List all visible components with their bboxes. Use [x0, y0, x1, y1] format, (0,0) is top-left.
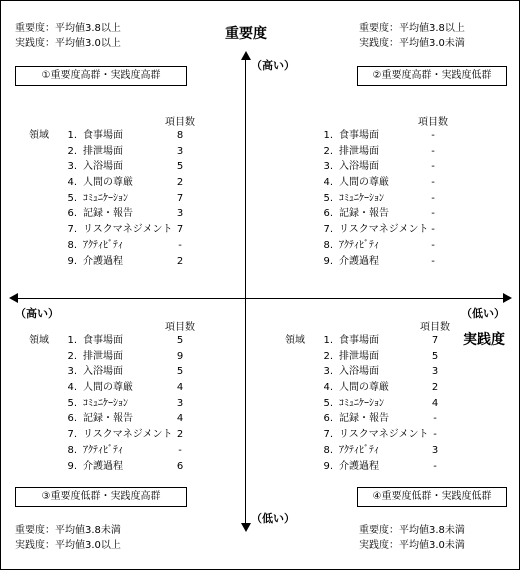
q3-criteria-practice: 実践度：平均値3.0以上: [15, 540, 121, 551]
item-label: 入浴場面: [339, 366, 379, 378]
item-number: 6.: [323, 208, 333, 220]
list-item: [61, 333, 201, 349]
item-number: 6.: [323, 413, 333, 425]
item-label: 記録・報告: [339, 208, 389, 220]
item-count: 5: [176, 335, 184, 346]
item-count: -: [178, 444, 182, 456]
list-item: [317, 222, 457, 238]
list-item: [317, 459, 457, 475]
list-item: [61, 238, 201, 254]
arrow-left-icon: [9, 293, 18, 303]
item-label: 食事場面: [83, 335, 123, 346]
q4-criteria: [359, 523, 465, 553]
bottom-axis-label: （低い）: [251, 512, 295, 525]
item-label: 人間の尊厳: [339, 382, 389, 394]
item-count: 6: [176, 460, 184, 472]
q4-group-box: ④重要度低群・実践度低群: [357, 487, 507, 507]
item-count: 5: [431, 350, 439, 362]
item-label: 食事場面: [83, 130, 123, 141]
item-count: 2: [176, 255, 184, 267]
item-count: -: [431, 208, 435, 220]
list-item: [61, 206, 201, 222]
item-label: 人間の尊厳: [83, 382, 133, 394]
item-number: 7.: [67, 429, 77, 441]
item-count: 3: [176, 145, 184, 157]
q3-domain-list: [61, 333, 201, 474]
arrow-up-icon: [241, 51, 251, 60]
q1-group-box: ①重要度高群・実践度高群: [15, 66, 187, 86]
item-number: 4.: [323, 177, 333, 189]
list-item: [61, 191, 201, 207]
item-number: 5.: [67, 397, 77, 409]
item-number: 9.: [67, 255, 77, 267]
item-number: 9.: [67, 460, 77, 472]
list-item: [61, 222, 201, 238]
item-label: 介護過程: [83, 460, 123, 472]
item-number: 7.: [323, 429, 333, 441]
item-count: -: [431, 145, 435, 157]
item-label: ｱｸﾃｨﾋﾞﾃｨ: [83, 444, 123, 456]
item-label: 排泄場面: [83, 145, 123, 157]
horizontal-axis-title: 実践度: [463, 332, 505, 348]
list-item: [317, 144, 457, 160]
item-label: ｺﾐｭﾆｹｰｼｮﾝ: [339, 397, 384, 409]
q2-criteria-practice: 実践度：平均値3.0未満: [359, 38, 465, 49]
q3-group-box: ③重要度低群・実践度高群: [15, 487, 187, 507]
item-label: 入浴場面: [339, 161, 379, 173]
list-item: [61, 349, 201, 365]
list-item: [61, 396, 201, 412]
q3-count-header: 項目数: [165, 322, 195, 333]
item-label: 記録・報告: [83, 208, 133, 220]
horizontal-axis: [15, 298, 503, 299]
item-count: 7: [176, 192, 184, 204]
item-label: ｺﾐｭﾆｹｰｼｮﾝ: [339, 192, 384, 204]
item-count: 8: [176, 130, 184, 141]
item-count: 7: [176, 224, 184, 236]
q4-domain-list: [317, 333, 457, 474]
right-axis-label: （低い）: [461, 307, 505, 320]
item-label: 介護過程: [339, 255, 379, 267]
q2-criteria-importance: 重要度：平均値3.8以上: [359, 23, 465, 34]
q2-group-box: ②重要度高群・実践度低群: [357, 66, 507, 86]
q4-criteria-importance: 重要度：平均値3.8未満: [359, 525, 465, 536]
item-count: 2: [431, 382, 439, 394]
item-count: 2: [176, 177, 184, 189]
item-number: 6.: [67, 413, 77, 425]
item-label: 入浴場面: [83, 161, 123, 173]
item-count: 7: [431, 335, 439, 346]
item-count: 9: [176, 350, 184, 362]
item-number: 1.: [323, 335, 333, 346]
item-count: 3: [431, 366, 439, 378]
item-number: 3.: [323, 161, 333, 173]
list-item: [317, 175, 457, 191]
item-count: 2: [176, 429, 184, 441]
item-count: 4: [176, 413, 184, 425]
item-count: -: [431, 239, 435, 251]
item-label: 入浴場面: [83, 366, 123, 378]
item-count: -: [431, 130, 435, 141]
item-count: -: [433, 413, 437, 425]
item-number: 3.: [67, 161, 77, 173]
item-label: 介護過程: [339, 460, 379, 472]
arrow-right-icon: [503, 293, 512, 303]
list-item: [317, 364, 457, 380]
q1-criteria-practice: 実践度：平均値3.0以上: [15, 38, 121, 49]
item-label: 人間の尊厳: [83, 177, 133, 189]
item-number: 8.: [323, 444, 333, 456]
list-item: [317, 191, 457, 207]
item-count: -: [431, 161, 435, 173]
list-item: [61, 175, 201, 191]
item-count: 3: [176, 208, 184, 220]
item-label: リスクマネジメント: [83, 429, 173, 441]
q3-domain-prefix: 領域: [29, 335, 49, 346]
item-count: -: [433, 429, 437, 441]
item-number: 2.: [323, 145, 333, 157]
item-count: 4: [176, 382, 184, 394]
item-label: ｱｸﾃｨﾋﾞﾃｨ: [339, 444, 379, 456]
list-item: [61, 443, 201, 459]
list-item: [61, 364, 201, 380]
item-label: 排泄場面: [83, 350, 123, 362]
item-count: 3: [431, 444, 439, 456]
list-item: [61, 159, 201, 175]
item-number: 4.: [323, 382, 333, 394]
item-count: 4: [431, 397, 439, 409]
item-number: 1.: [67, 335, 77, 346]
item-label: 排泄場面: [339, 350, 379, 362]
item-number: 3.: [323, 366, 333, 378]
item-number: 5.: [323, 192, 333, 204]
list-item: [61, 128, 201, 144]
item-label: 介護過程: [83, 255, 123, 267]
item-label: 食事場面: [339, 130, 379, 141]
q2-count-header: 項目数: [418, 117, 448, 128]
list-item: [61, 380, 201, 396]
item-count: -: [178, 239, 182, 251]
q4-count-header: 項目数: [420, 322, 450, 333]
list-item: [317, 128, 457, 144]
list-item: [317, 333, 457, 349]
item-number: 2.: [67, 350, 77, 362]
item-number: 1.: [323, 130, 333, 141]
item-number: 8.: [67, 444, 77, 456]
item-count: -: [431, 177, 435, 189]
item-number: 7.: [67, 224, 77, 236]
q1-domain-prefix: 領域: [29, 130, 49, 141]
top-axis-label: （高い）: [251, 59, 295, 72]
list-item: [317, 411, 457, 427]
q2-criteria: [359, 21, 465, 51]
q1-domain-list: [61, 128, 201, 269]
list-item: [317, 238, 457, 254]
item-number: 9.: [323, 460, 333, 472]
item-label: ｺﾐｭﾆｹｰｼｮﾝ: [83, 192, 128, 204]
q3-criteria-importance: 重要度：平均値3.8未満: [15, 525, 121, 536]
list-item: [317, 427, 457, 443]
item-label: 食事場面: [339, 335, 379, 346]
list-item: [317, 443, 457, 459]
item-label: リスクマネジメント: [339, 429, 429, 441]
vertical-axis-title: 重要度: [225, 26, 267, 42]
item-label: ｱｸﾃｨﾋﾞﾃｨ: [339, 239, 379, 251]
item-label: 記録・報告: [339, 413, 389, 425]
item-count: -: [431, 224, 435, 236]
item-label: 排泄場面: [339, 145, 379, 157]
item-number: 5.: [67, 192, 77, 204]
item-number: 5.: [323, 397, 333, 409]
list-item: [317, 396, 457, 412]
item-label: リスクマネジメント: [339, 224, 429, 236]
item-number: 4.: [67, 177, 77, 189]
item-count: 3: [176, 397, 184, 409]
list-item: [317, 349, 457, 365]
left-axis-label: （高い）: [15, 307, 59, 320]
list-item: [61, 459, 201, 475]
vertical-axis: [245, 57, 246, 529]
list-item: [61, 427, 201, 443]
list-item: [317, 159, 457, 175]
q1-criteria: [15, 21, 121, 51]
q2-domain-list: [317, 128, 457, 269]
item-number: 3.: [67, 366, 77, 378]
item-number: 1.: [67, 130, 77, 141]
item-label: ｱｸﾃｨﾋﾞﾃｨ: [83, 239, 123, 251]
list-item: [61, 411, 201, 427]
q4-criteria-practice: 実践度：平均値3.0未満: [359, 540, 465, 551]
item-count: -: [431, 192, 435, 204]
item-count: -: [431, 255, 435, 267]
item-count: 5: [176, 161, 184, 173]
q1-count-header: 項目数: [165, 117, 195, 128]
list-item: [317, 254, 457, 270]
item-number: 2.: [323, 350, 333, 362]
item-number: 6.: [67, 208, 77, 220]
item-label: 記録・報告: [83, 413, 133, 425]
q4-domain-prefix: 領域: [285, 335, 305, 346]
item-number: 4.: [67, 382, 77, 394]
item-number: 9.: [323, 255, 333, 267]
item-number: 7.: [323, 224, 333, 236]
list-item: [317, 380, 457, 396]
q3-criteria: [15, 523, 121, 553]
item-number: 2.: [67, 145, 77, 157]
list-item: [317, 206, 457, 222]
list-item: [61, 254, 201, 270]
list-item: [61, 144, 201, 160]
item-count: 5: [176, 366, 184, 378]
item-label: 人間の尊厳: [339, 177, 389, 189]
item-number: 8.: [323, 239, 333, 251]
item-label: リスクマネジメント: [83, 224, 173, 236]
item-label: ｺﾐｭﾆｹｰｼｮﾝ: [83, 397, 128, 409]
q1-criteria-importance: 重要度：平均値3.8以上: [15, 23, 121, 34]
arrow-down-icon: [241, 523, 251, 532]
item-number: 8.: [67, 239, 77, 251]
item-count: -: [433, 460, 437, 472]
